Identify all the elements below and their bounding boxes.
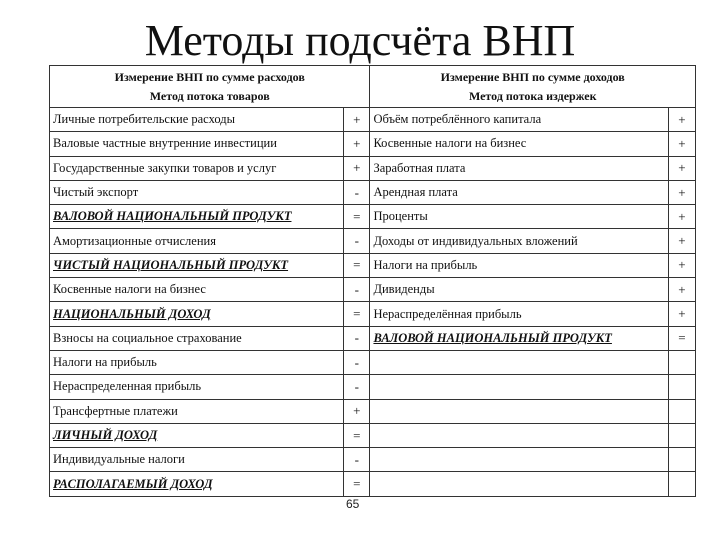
income-operator-empty — [668, 399, 695, 423]
table-row — [50, 399, 696, 423]
expenditure-operator: + — [344, 132, 370, 156]
table-row — [50, 205, 696, 229]
income-operator-empty — [668, 472, 695, 496]
income-method-header — [370, 66, 696, 108]
expenditure-operator: - — [344, 229, 370, 253]
expenditure-operator: - — [344, 448, 370, 472]
table-row — [50, 180, 696, 204]
table-row — [50, 326, 696, 350]
page-number: 65 — [346, 497, 360, 511]
table-row — [50, 253, 696, 277]
table-row — [50, 448, 696, 472]
expenditure-item: Государственные закупки товаров и услуг — [50, 156, 344, 180]
table-row — [50, 375, 696, 399]
table-row — [50, 156, 696, 180]
expenditure-item: Взносы на социальное страхование — [50, 326, 344, 350]
income-item-empty — [370, 375, 668, 399]
expenditure-total-disposable-income: РАСПОЛАГАЕМЫЙ ДОХОД — [50, 472, 344, 496]
income-item-empty — [370, 350, 668, 374]
expenditure-operator: - — [344, 375, 370, 399]
income-operator-empty — [668, 350, 695, 374]
expenditure-item: Амортизационные отчисления — [50, 229, 344, 253]
income-operator: + — [668, 205, 695, 229]
income-item: Арендная плата — [370, 180, 668, 204]
expenditure-item: Личные потребительские расходы — [50, 108, 344, 132]
income-item-empty — [370, 423, 668, 447]
income-total-gnp: ВАЛОВОЙ НАЦИОНАЛЬНЫЙ ПРОДУКТ — [370, 326, 668, 350]
income-operator-empty — [668, 423, 695, 447]
table-row — [50, 350, 696, 374]
expenditure-operator: - — [344, 180, 370, 204]
income-operator: + — [668, 229, 695, 253]
income-item: Проценты — [370, 205, 668, 229]
table-row — [50, 278, 696, 302]
expenditure-operator: = — [344, 205, 370, 229]
table-row — [50, 132, 696, 156]
expenditure-operator: = — [344, 253, 370, 277]
table-row — [50, 302, 696, 326]
table-row — [50, 423, 696, 447]
expenditure-total-national-income: НАЦИОНАЛЬНЫЙ ДОХОД — [50, 302, 344, 326]
expenditure-method-title: Измерение ВНП по сумме расходов — [114, 69, 305, 84]
expenditure-operator: - — [344, 326, 370, 350]
expenditure-operator: = — [344, 302, 370, 326]
income-item-empty — [370, 448, 668, 472]
expenditure-operator: - — [344, 350, 370, 374]
income-operator: + — [668, 156, 695, 180]
income-operator: + — [668, 108, 695, 132]
expenditure-operator: + — [344, 156, 370, 180]
income-item: Нераспределённая прибыль — [370, 302, 668, 326]
income-item-empty — [370, 472, 668, 496]
income-item: Дивиденды — [370, 278, 668, 302]
expenditure-item: Трансфертные платежи — [50, 399, 344, 423]
income-item: Налоги на прибыль — [370, 253, 668, 277]
table-header-row — [50, 66, 696, 108]
expenditure-method-subtitle: Метод потока товаров — [149, 88, 270, 103]
income-operator-empty — [668, 375, 695, 399]
table-row — [50, 472, 696, 496]
income-operator: + — [668, 302, 695, 326]
expenditure-total-nnp: ЧИСТЫЙ НАЦИОНАЛЬНЫЙ ПРОДУКТ — [50, 253, 344, 277]
income-item-empty — [370, 399, 668, 423]
income-operator: + — [668, 253, 695, 277]
income-operator: + — [668, 278, 695, 302]
expenditure-item: Налоги на прибыль — [50, 350, 344, 374]
income-item: Объём потреблённого капитала — [370, 108, 668, 132]
income-method-title: Измерение ВНП по сумме доходов — [440, 69, 625, 84]
income-item: Доходы от индивидуальных вложений — [370, 229, 668, 253]
expenditure-operator: + — [344, 399, 370, 423]
income-operator-empty — [668, 448, 695, 472]
page-title: Методы подсчёта ВНП — [144, 16, 576, 65]
income-item: Заработная плата — [370, 156, 668, 180]
income-operator: = — [668, 326, 695, 350]
income-operator: + — [668, 180, 695, 204]
expenditure-total-personal-income: ЛИЧНЫЙ ДОХОД — [50, 423, 344, 447]
table-row — [50, 108, 696, 132]
expenditure-method-header — [50, 66, 370, 108]
expenditure-item: Чистый экспорт — [50, 180, 344, 204]
table-row — [50, 229, 696, 253]
expenditure-total-gnp: ВАЛОВОЙ НАЦИОНАЛЬНЫЙ ПРОДУКТ — [50, 205, 344, 229]
expenditure-operator: - — [344, 278, 370, 302]
expenditure-item: Нераспределенная прибыль — [50, 375, 344, 399]
expenditure-operator: = — [344, 472, 370, 496]
expenditure-operator: + — [344, 108, 370, 132]
expenditure-item: Индивидуальные налоги — [50, 448, 344, 472]
expenditure-operator: = — [344, 423, 370, 447]
income-method-subtitle: Метод потока издержек — [468, 88, 597, 103]
income-operator: + — [668, 132, 695, 156]
gnp-methods-table — [49, 65, 696, 497]
income-item: Косвенные налоги на бизнес — [370, 132, 668, 156]
expenditure-item: Валовые частные внутренние инвестиции — [50, 132, 344, 156]
expenditure-item: Косвенные налоги на бизнес — [50, 278, 344, 302]
